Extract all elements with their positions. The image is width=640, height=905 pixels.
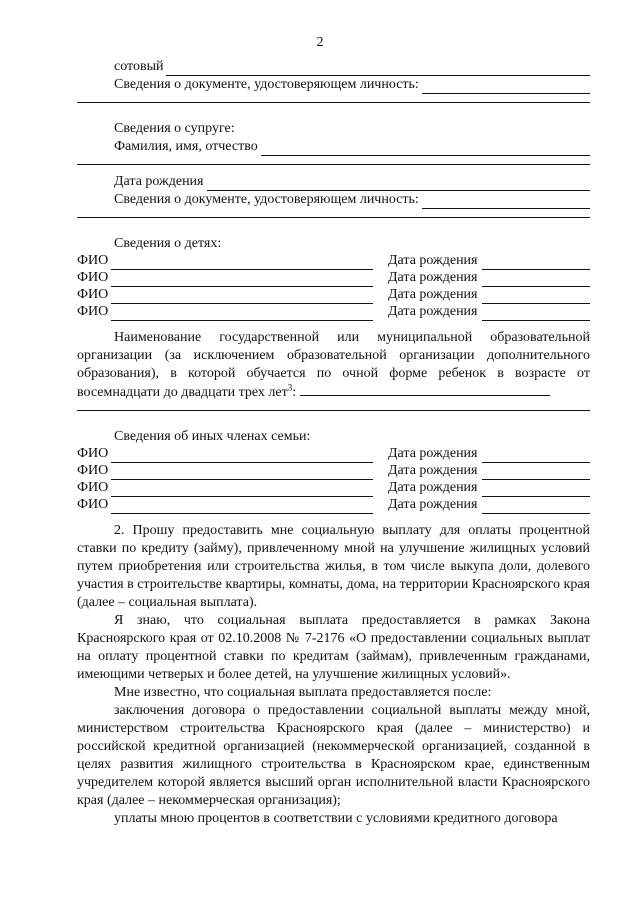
family-member-dob-label: Дата рождения	[388, 463, 478, 478]
family-member-fio-field[interactable]	[111, 449, 373, 463]
mobile-phone-line	[77, 58, 590, 76]
family-member-row	[77, 480, 590, 497]
child-dob-field[interactable]	[482, 307, 591, 321]
child-fio-field[interactable]	[111, 290, 373, 304]
family-member-fio-label: ФИО	[77, 463, 109, 478]
id-document-line	[77, 76, 590, 94]
family-member-dob-field[interactable]	[482, 500, 591, 514]
education-field[interactable]	[300, 383, 550, 396]
family-member-dob-label: Дата рождения	[388, 497, 478, 512]
child-fio-label: ФИО	[77, 304, 109, 319]
spacer	[77, 411, 590, 428]
mobile-phone-label: сотовый	[114, 59, 164, 74]
child-dob-field[interactable]	[482, 290, 591, 304]
child-fio-field[interactable]	[111, 273, 373, 287]
child-fio-field[interactable]	[111, 256, 373, 270]
spouse-id-document-field-continued[interactable]	[77, 209, 590, 218]
family-member-fio-field[interactable]	[111, 500, 373, 514]
child-dob-field[interactable]	[482, 256, 591, 270]
child-fio-label: ФИО	[77, 287, 109, 302]
footnote-marker: 3	[287, 382, 293, 393]
application-form	[77, 58, 590, 828]
id-document-field[interactable]	[422, 80, 590, 94]
family-member-row	[77, 463, 590, 480]
child-fio-label: ФИО	[77, 270, 109, 285]
family-member-fio-label: ФИО	[77, 446, 109, 461]
request-paragraph: 2. Прошу предоставить мне социальную выплату для оплаты процентной ставки по кредиту (займу), привлеченному мной на улучшение жилищных условий путем приобретения или строительства жилья, в том числе выкупа доли, долевого участия в строительстве квартиры, комнаты, дома, на территории Красноярского края (далее – социальная выплата).	[77, 523, 590, 610]
family-member-dob-label: Дата рождения	[388, 446, 478, 461]
spacer	[77, 514, 590, 522]
child-fio-field[interactable]	[111, 307, 373, 321]
spacer	[77, 165, 590, 173]
spouse-id-document-field[interactable]	[422, 195, 590, 209]
spouse-id-document-label: Сведения о документе, удостоверяющем личность:	[114, 192, 419, 207]
family-member-row	[77, 497, 590, 514]
family-member-fio-field[interactable]	[111, 466, 373, 480]
condition-interest-payment: уплаты мною процентов в соответствии с условиями кредитного договора	[114, 811, 558, 826]
child-dob-label: Дата рождения	[388, 304, 478, 319]
education-text: Наименование государственной или муниципальной образовательной организации (за исключением образовательной организации дополнительного образования), в которой обучается по очной форме ребенок в возрасте от восемнадцати до двадцати трех лет	[77, 330, 590, 400]
family-member-fio-label: ФИО	[77, 480, 109, 495]
id-document-label: Сведения о документе, удостоверяющем личность:	[114, 77, 419, 92]
family-member-dob-field[interactable]	[482, 466, 591, 480]
child-row	[77, 287, 590, 304]
spouse-fio-field-continued[interactable]	[77, 156, 590, 165]
family-member-fio-label: ФИО	[77, 497, 109, 512]
child-row	[77, 270, 590, 287]
spouse-id-document-line	[77, 191, 590, 209]
law-paragraph: Я знаю, что социальная выплата предоставляется в рамках Закона Красноярского края от 02.10.2008 № 7-2176 «О предоставлении социальных выплат на оплату процентной ставки по кредитам (займам), привлеченным гражданами, имеющими четверых и более детей, на улучшение жилищных условий».	[77, 613, 590, 682]
family-member-fio-field[interactable]	[111, 483, 373, 497]
child-row	[77, 304, 590, 321]
condition-agreement: заключения договора о предоставлении социальной выплаты между мной, министерством строительства Красноярского края (далее – министерство) и российской кредитной организацией (некоммерческой организацией, созданной в целях развития жилищного строительства в Красноярском крае, единственным учредителем которой является высший орган исполнительной власти Красноярского края (далее – некоммерческая организация);	[77, 703, 590, 808]
spacer	[77, 103, 590, 120]
family-member-row	[77, 446, 590, 463]
id-document-field-continued[interactable]	[77, 94, 590, 103]
children-heading: Сведения о детях:	[114, 236, 222, 251]
child-dob-field[interactable]	[482, 273, 591, 287]
family-member-dob-label: Дата рождения	[388, 480, 478, 495]
spouse-dob-label: Дата рождения	[114, 174, 204, 189]
education-paragraph	[77, 329, 590, 402]
spouse-fio-label: Фамилия, имя, отчество	[114, 139, 258, 154]
child-fio-label: ФИО	[77, 253, 109, 268]
spouse-fio-line	[77, 138, 590, 156]
mobile-phone-field[interactable]	[166, 62, 590, 76]
spouse-dob-line	[77, 173, 590, 191]
spacer	[77, 218, 590, 235]
spouse-fio-field[interactable]	[261, 142, 590, 156]
education-field-continued[interactable]	[77, 402, 590, 411]
spouse-heading: Сведения о супруге:	[114, 121, 235, 136]
family-member-dob-field[interactable]	[482, 449, 591, 463]
spouse-dob-field[interactable]	[207, 177, 591, 191]
education-colon: :	[292, 385, 297, 400]
page-number: 2	[316, 35, 324, 50]
family-member-dob-field[interactable]	[482, 483, 591, 497]
conditions-intro: Мне известно, что социальная выплата предоставляется после:	[114, 685, 492, 700]
child-dob-label: Дата рождения	[388, 270, 478, 285]
child-row	[77, 253, 590, 270]
child-dob-label: Дата рождения	[388, 287, 478, 302]
spacer	[77, 321, 590, 329]
others-heading: Сведения об иных членах семьи:	[114, 429, 311, 444]
child-dob-label: Дата рождения	[388, 253, 478, 268]
